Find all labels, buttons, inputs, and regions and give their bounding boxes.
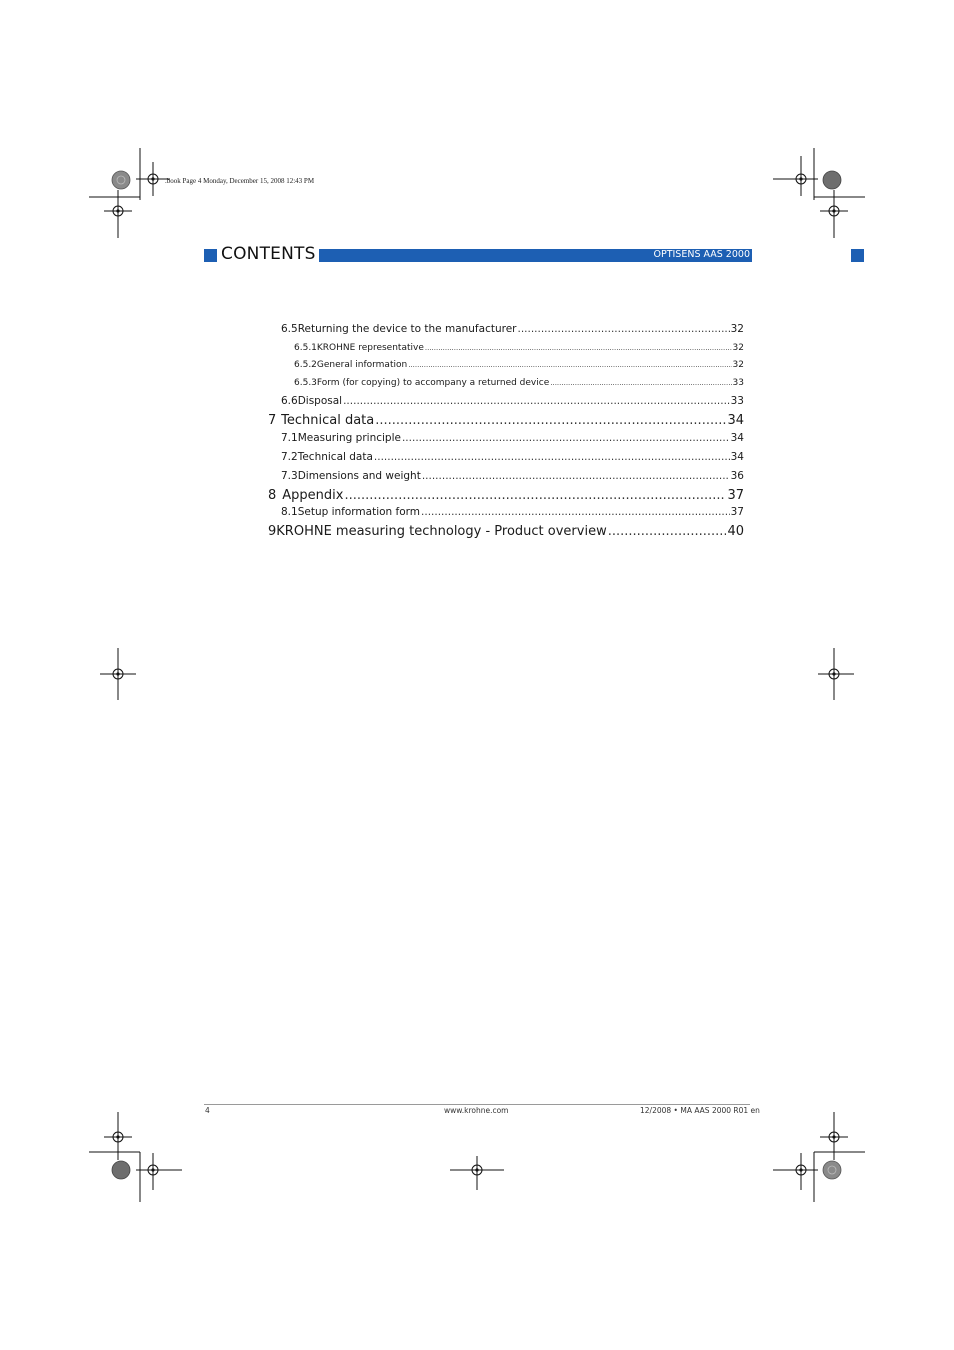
toc-title: Measuring principle (297, 432, 401, 444)
toc-number: 6.6 (281, 395, 298, 407)
toc-page: 40 (727, 524, 744, 539)
toc-title: KROHNE measuring technology - Product overview (276, 524, 607, 539)
toc-title: Appendix (282, 488, 344, 503)
toc-number: 9 (268, 524, 277, 539)
toc-leader (421, 506, 730, 518)
toc-page: 34 (730, 432, 744, 444)
toc-leader (517, 323, 729, 335)
toc-title: Returning the device to the manufacturer (297, 323, 517, 335)
toc-entry[interactable] (268, 378, 744, 388)
footer-doc-ref: 12/2008 • MA AAS 2000 R01 en (640, 1106, 760, 1115)
product-name: OPTISENS AAS 2000 (653, 249, 750, 260)
toc-entry[interactable] (268, 343, 744, 353)
toc-page: 32 (732, 343, 744, 353)
toc-title: Dimensions and weight (297, 470, 421, 482)
toc-title: KROHNE representative (316, 343, 424, 353)
toc-title: General information (316, 360, 408, 370)
toc-leader (422, 470, 730, 482)
toc-leader (608, 524, 727, 539)
toc-title: Technical data (281, 413, 375, 428)
toc-number: 7.2 (281, 451, 298, 463)
toc-number: 6.5 (281, 323, 298, 335)
toc-entry[interactable] (268, 360, 744, 370)
toc-entry[interactable] (268, 451, 744, 463)
toc-page: 34 (730, 451, 744, 463)
toc-entry[interactable] (268, 413, 744, 428)
toc-leader (425, 344, 732, 352)
toc-leader (343, 395, 730, 407)
footer-rule (204, 1104, 750, 1105)
toc-page: 32 (730, 323, 744, 335)
toc-leader (550, 379, 731, 387)
toc-leader (402, 432, 730, 444)
toc-number: 8 (268, 488, 277, 503)
toc-page: 33 (732, 378, 744, 388)
toc-number: 7.3 (281, 470, 298, 482)
footer-website[interactable]: www.krohne.com (444, 1106, 509, 1115)
toc-leader (344, 488, 726, 503)
toc-entry[interactable] (268, 432, 744, 444)
header-square-left (204, 249, 217, 262)
toc-entry[interactable] (268, 488, 744, 503)
print-stamp: .book Page 4 Monday, December 15, 2008 12:43 PM (165, 177, 315, 185)
header-square-right (851, 249, 864, 262)
toc-page: 32 (732, 360, 744, 370)
toc-entry[interactable] (268, 506, 744, 518)
toc-entry[interactable] (268, 524, 744, 539)
toc-leader (374, 451, 730, 463)
page-title: CONTENTS (221, 244, 316, 264)
toc-number: 7.1 (281, 432, 298, 444)
toc-title: Setup information form (297, 506, 421, 518)
toc-entry[interactable] (268, 323, 744, 335)
toc-entry[interactable] (268, 395, 744, 407)
toc-title: Disposal (297, 395, 343, 407)
toc-entry[interactable] (268, 470, 744, 482)
toc-page: 36 (730, 470, 744, 482)
toc-page: 37 (727, 488, 744, 503)
toc-number: 6.5.1 (294, 343, 317, 353)
toc-page: 37 (730, 506, 744, 518)
toc-title: Form (for copying) to accompany a returned device (316, 378, 550, 388)
footer-page-number: 4 (205, 1106, 210, 1115)
toc-leader (375, 413, 726, 428)
toc-number: 8.1 (281, 506, 298, 518)
toc-page: 34 (727, 413, 744, 428)
toc-page: 33 (730, 395, 744, 407)
toc-number: 6.5.3 (294, 378, 317, 388)
toc-number: 7 (268, 413, 277, 428)
toc-number: 6.5.2 (294, 360, 317, 370)
toc-leader (408, 361, 731, 369)
toc-title: Technical data (297, 451, 373, 463)
